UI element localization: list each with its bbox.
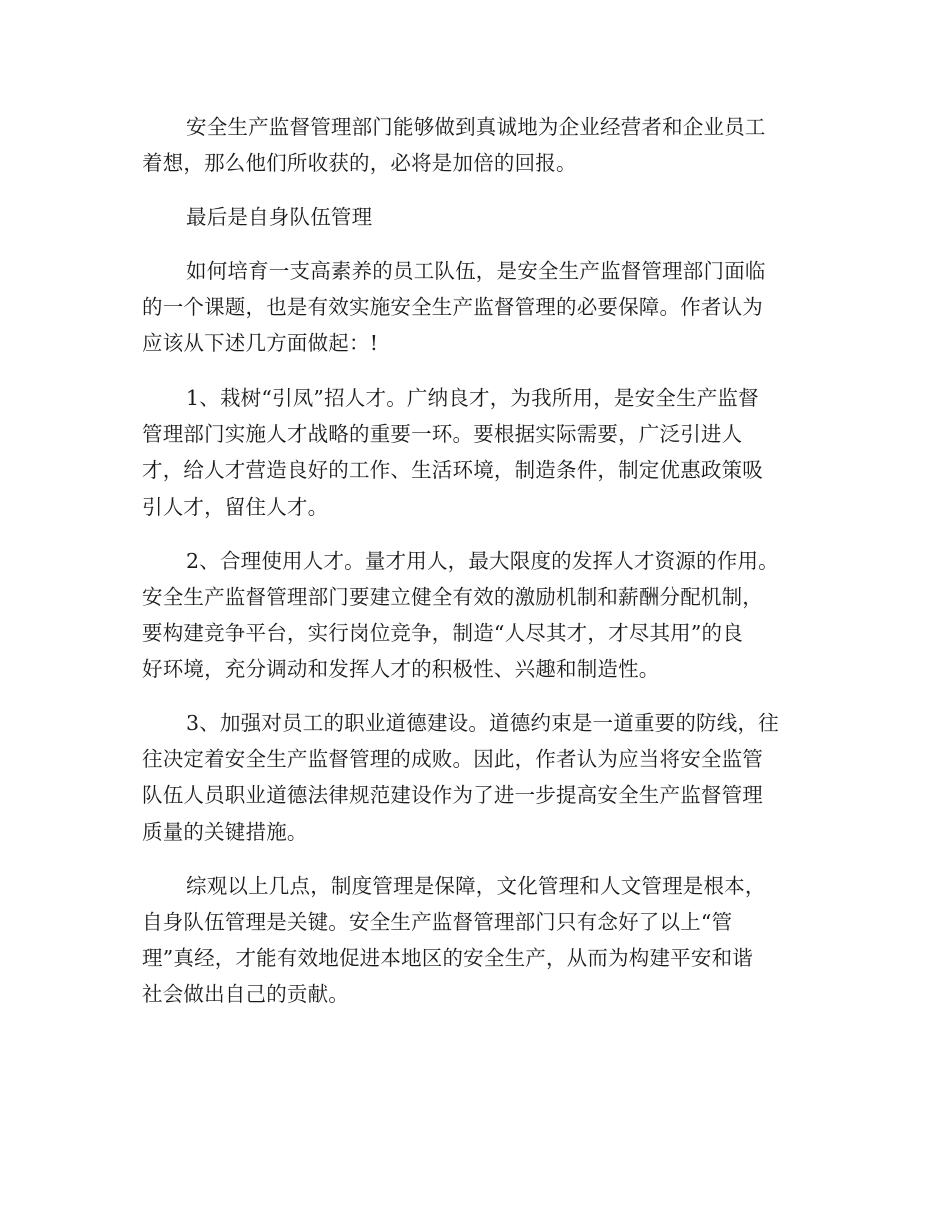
paragraph-3-line-3: 应该从下述几方面做起：! bbox=[142, 331, 379, 355]
paragraph-7-line-2: 自身队伍管理是关键。安全生产监督管理部门只有念好了以上“管 bbox=[142, 910, 733, 934]
paragraph-5-line-1: 2、合理使用人才。量才用人，最大限度的发挥人才资源的作用。 bbox=[186, 549, 779, 573]
paragraph-4-line-4: 引人才，留住人才。 bbox=[142, 495, 329, 519]
paragraph-6-line-2: 往决定着安全生产监督管理的成败。因此，作者认为应当将安全监管 bbox=[142, 747, 763, 771]
paragraph-5-line-2: 安全生产监督管理部门要建立健全有效的激励机制和薪酬分配机制， bbox=[142, 585, 763, 609]
paragraph-4-line-2: 管理部门实施人才战略的重要一环。要根据实际需要，广泛引进人 bbox=[142, 422, 743, 446]
paragraph-7-line-3: 理”真经，才能有效地促进本地区的安全生产，从而为构建平安和谐 bbox=[142, 946, 753, 970]
paragraph-6-line-3: 队伍人员职业道德法律规范建设作为了进一步提高安全生产监督管理 bbox=[142, 783, 763, 807]
paragraph-1-line-1: 安全生产监督管理部门能够做到真诚地为企业经营者和企业员工 bbox=[186, 115, 766, 139]
paragraph-6-line-1: 3、加强对员工的职业道德建设。道德约束是一道重要的防线，往 bbox=[186, 711, 779, 735]
paragraph-7-line-1: 综观以上几点，制度管理是保障，文化管理和人文管理是根本， bbox=[186, 874, 766, 898]
paragraph-5-line-4: 好环境，充分调动和发挥人才的积极性、兴趣和制造性。 bbox=[142, 657, 660, 681]
paragraph-4-line-3: 才，给人才营造良好的工作、生活环境，制造条件，制定优惠政策吸 bbox=[142, 458, 763, 482]
paragraph-4-line-1: 1、栽树“引凤”招人才。广纳良才，为我所用，是安全生产监督 bbox=[186, 386, 759, 410]
paragraph-5-line-3: 要构建竞争平台，实行岗位竞争，制造“人尽其才，才尽其用”的良 bbox=[142, 621, 743, 645]
section-heading: 最后是自身队伍管理 bbox=[186, 205, 373, 229]
paragraph-3-line-2: 的一个课题，也是有效实施安全生产监督管理的必要保障。作者认为 bbox=[142, 295, 763, 319]
paragraph-6-line-4: 质量的关键措施。 bbox=[142, 820, 308, 844]
paragraph-3-line-1: 如何培育一支高素养的员工队伍，是安全生产监督管理部门面临 bbox=[186, 259, 766, 283]
paragraph-1-line-2: 着想，那么他们所收获的，必将是加倍的回报。 bbox=[142, 151, 577, 175]
paragraph-7-line-4: 社会做出自己的贡献。 bbox=[142, 982, 349, 1006]
